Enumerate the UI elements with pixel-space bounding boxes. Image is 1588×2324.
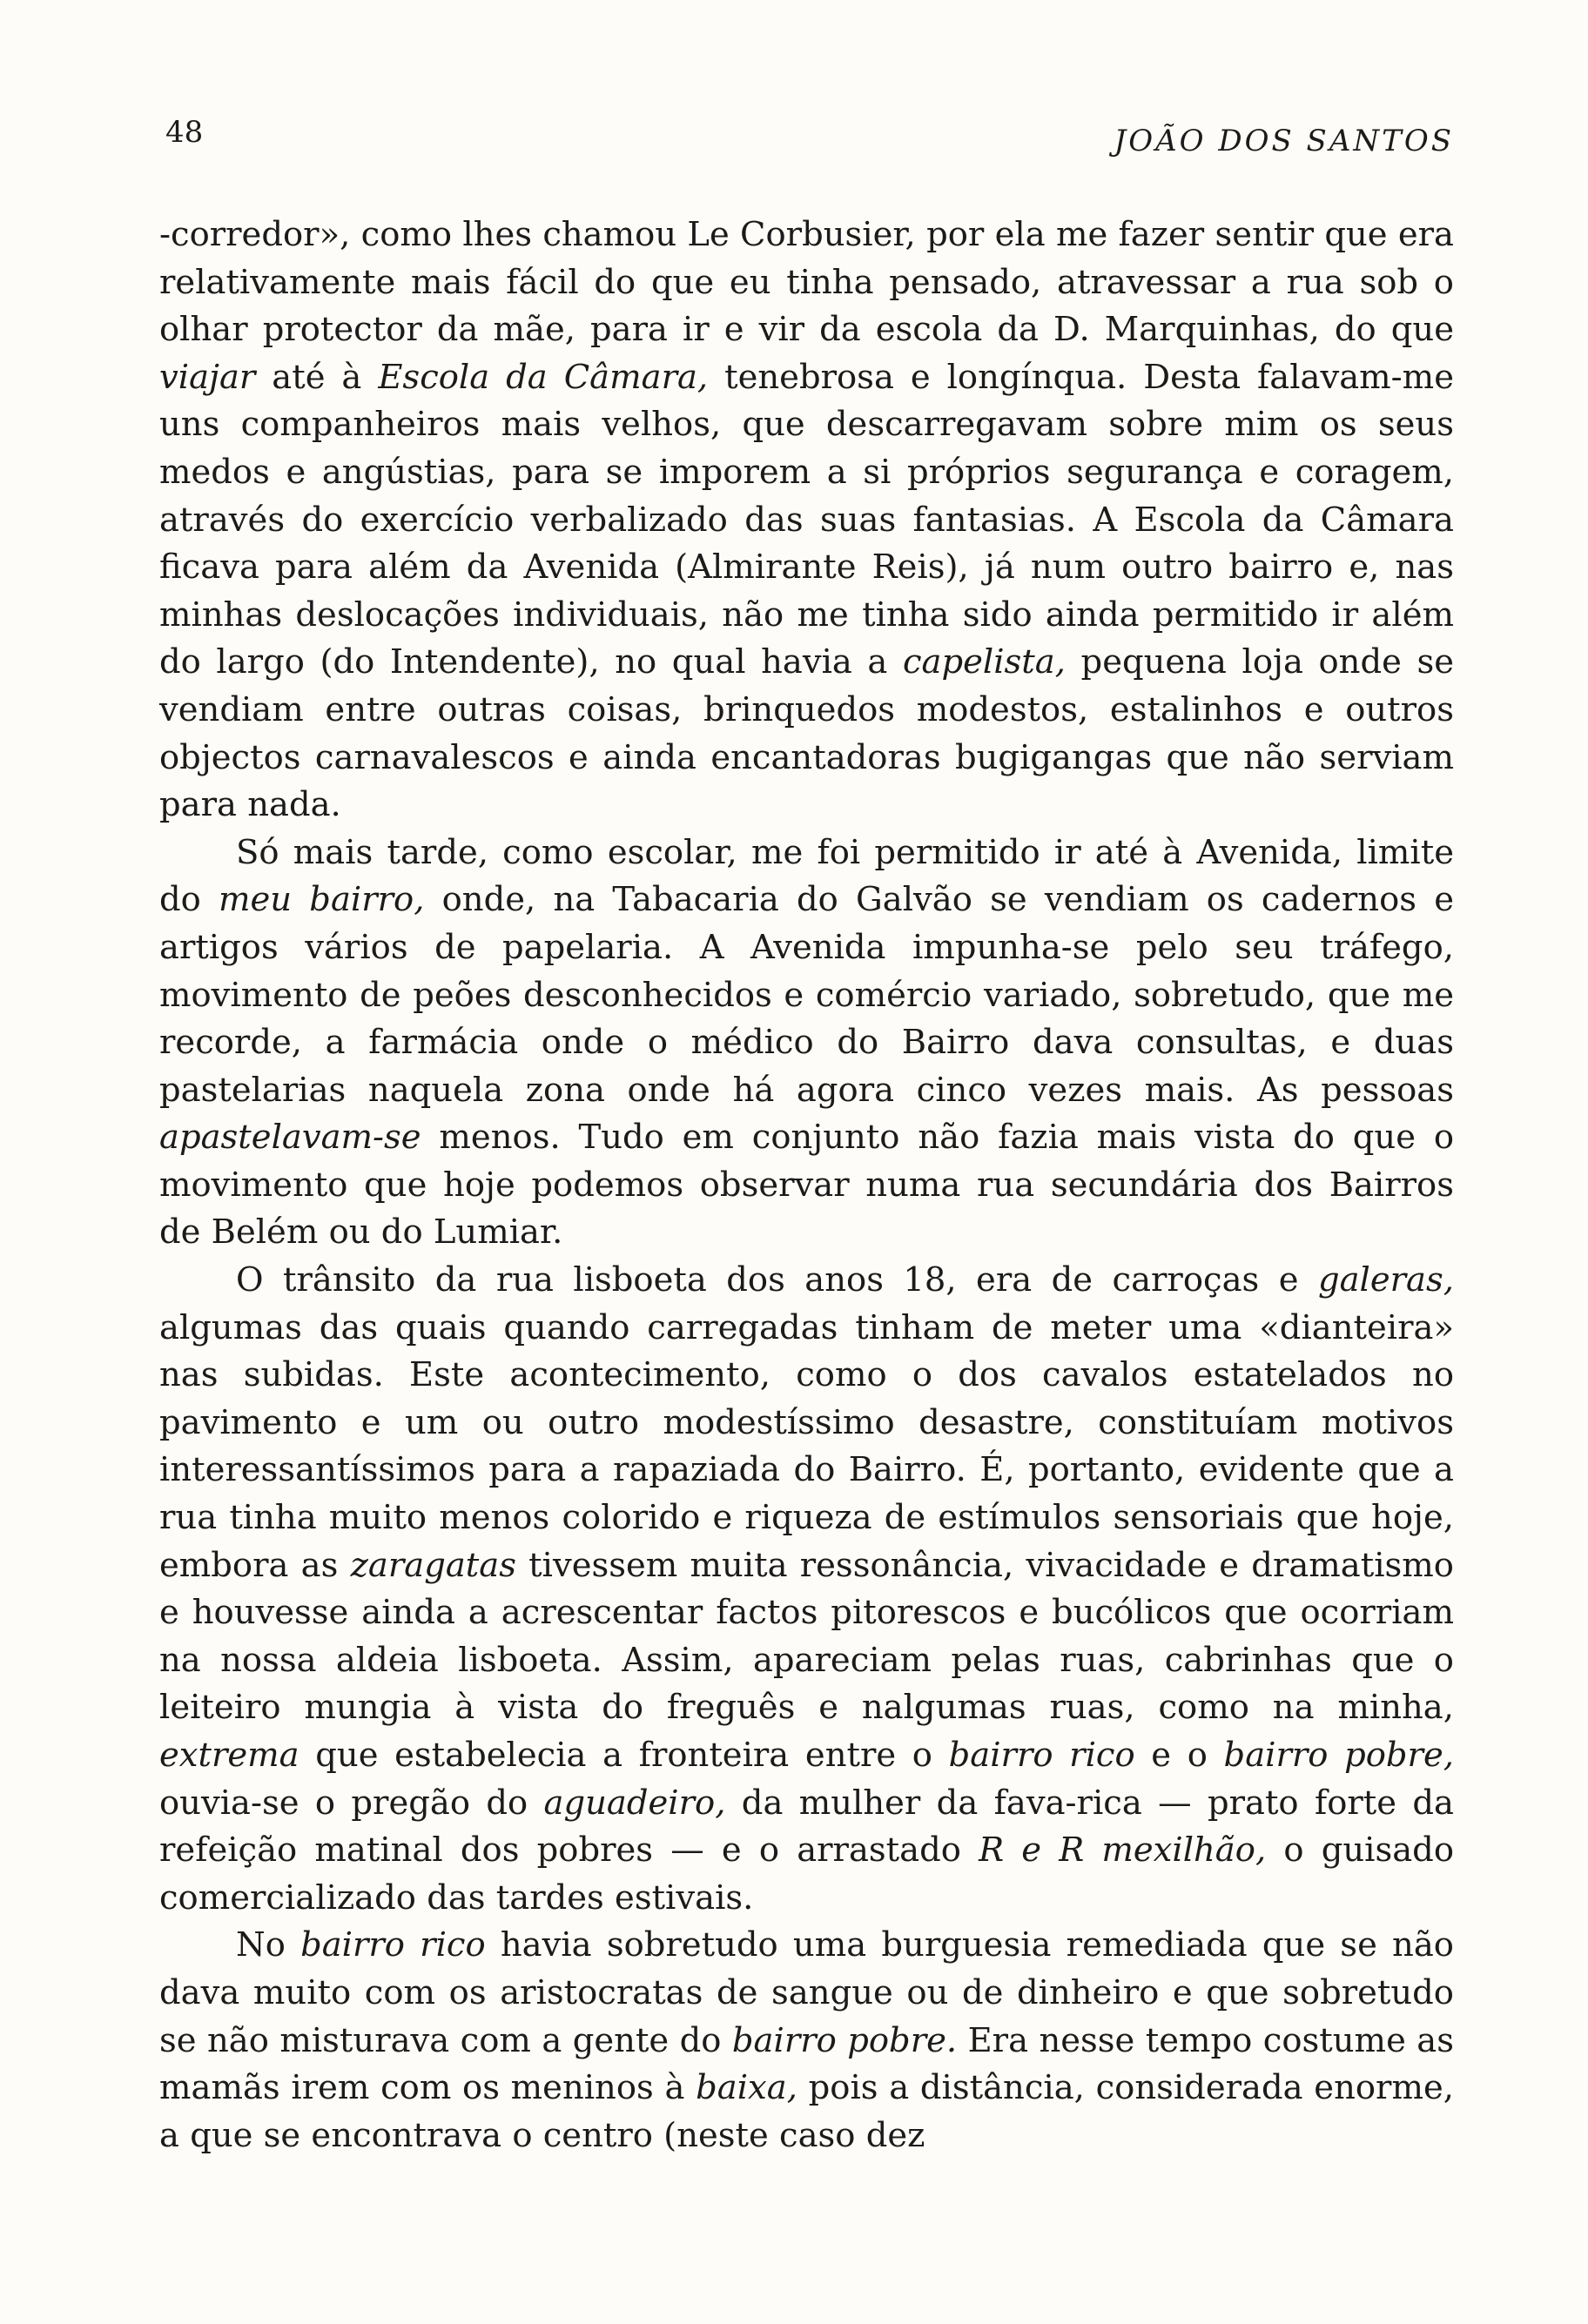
italic-text: bairro rico xyxy=(948,1736,1135,1775)
text-segment: pequena loja onde se vendiam entre outras coisas, brinquedos modestos, estalinhos e outros objectos carnavalescos e ainda encantadoras bugigangas que não serviam para nada. xyxy=(159,642,1455,825)
paragraph xyxy=(159,830,1454,1257)
text-segment: Era nesse tempo costume as mamãs irem com os meninos à xyxy=(159,2020,1454,2108)
italic-text: R e R mexilhão, xyxy=(979,1830,1267,1871)
page-header xyxy=(165,104,1454,165)
italic-text: Escola da Câmara, xyxy=(378,357,709,397)
text-segment: No xyxy=(236,1925,301,1965)
text-segment: que estabelecia a fronteira entre o xyxy=(299,1736,949,1775)
running-head: JOÃO DOS SANTOS xyxy=(1114,124,1454,158)
text-segment: havia sobretudo uma burguesia remediada que se não dava muito com os aristocratas de sangue ou de dinheiro e que sobretudo se não misturava com a gente do xyxy=(159,1925,1454,2060)
body-text xyxy=(159,212,1454,2159)
page-number: 48 xyxy=(165,115,204,150)
italic-text: bairro pobre, xyxy=(1223,1736,1454,1775)
italic-text: capelista, xyxy=(902,642,1066,682)
text-segment: onde, na Tabacaria do Galvão se vendiam os cadernos e artigos vários de papelaria. A Avenida impunha-se pelo seu tráfego, movimento de peões desconhecidos e comércio variado, sobretudo, que me recorde, a farmácia onde o médico do Bairro dava consultas, e duas pastelarias naquela zona onde há agora cinco vezes mais. As pessoas xyxy=(159,880,1454,1110)
italic-text: zaragatas xyxy=(350,1545,516,1585)
text-segment: -corredor», como lhes chamou Le Corbusier, por ela me fazer sentir que era relativamente mais fácil do que eu tinha pensado, atravessar a rua sob o olhar protector da mãe, para ir e vir da escola da D. Marquinhas, do que xyxy=(159,215,1454,350)
italic-text: apastelavam-se xyxy=(159,1118,421,1158)
italic-text: galeras, xyxy=(1317,1260,1454,1300)
italic-text: bairro rico xyxy=(300,1925,486,1965)
italic-text: baixa, xyxy=(696,2068,797,2108)
italic-text: extrema xyxy=(159,1736,299,1775)
paragraph xyxy=(159,212,1454,830)
text-segment: o guisado comercializado das tardes estivais. xyxy=(159,1830,1454,1918)
paragraph xyxy=(159,1922,1454,2159)
text-segment: algumas das quais quando carregadas tinham de meter uma «dianteira» nas subidas. Este acontecimento, como o dos cavalos estatelados no pavimento e um ou outro modestíssimo desastre, constituíam motivos interessantíssimos para a rapaziada do Bairro. É, portanto, evidente que a rua tinha muito menos colorido e riqueza de estímulos sensoriais que hoje, embora as xyxy=(159,1307,1454,1585)
text-segment: tivessem muita ressonância, vivacidade e dramatismo e houvesse ainda a acrescentar factos pitorescos e bucólicos que ocorriam na nossa aldeia lisboeta. Assim, apareciam pelas ruas, cabrinhas que o leiteiro mungia à vista do freguês e nalgumas ruas, como na minha, xyxy=(159,1545,1454,1728)
italic-text: viajar xyxy=(159,357,256,397)
text-segment: da mulher da fava-rica — prato forte da refeição matinal dos pobres — e o arrastado xyxy=(159,1783,1454,1871)
text-segment: menos. Tudo em conjunto não fazia mais vista do que o movimento que hoje podemos observar numa rua secundária dos Bairros de Belém ou do Lumiar. xyxy=(159,1118,1454,1253)
text-segment: até à xyxy=(255,357,379,397)
text-segment: e o xyxy=(1134,1736,1224,1775)
italic-text: aguadeiro, xyxy=(543,1783,726,1823)
text-segment: tenebrosa e longínqua. Desta falavam-me uns companheiros mais velhos, que descarregavam sobre mim os seus medos e angústias, para se imporem a si próprios segurança e coragem, através do exercício verbalizado das suas fantasias. A Escola da Câmara ficava para além da Avenida (Almirante Reis), já num outro bairro e, nas minhas deslocações individuais, não me tinha sido ainda permitido ir além do largo (do Intendente), no qual havia a xyxy=(159,357,1454,682)
italic-text: bairro pobre. xyxy=(731,2020,958,2060)
text-segment: Só mais tarde, como escolar, me foi permitido ir até à Avenida, limite do xyxy=(159,832,1454,920)
italic-text: meu bairro, xyxy=(219,880,425,920)
text-segment: ouvia-se o pregão do xyxy=(159,1783,544,1823)
text-segment: pois a distância, considerada enorme, a que se encontrava o centro (neste caso dez xyxy=(159,2068,1454,2155)
text-segment: O trânsito da rua lisboeta dos anos 18, era de carroças e xyxy=(236,1260,1318,1300)
paragraph xyxy=(159,1257,1454,1922)
